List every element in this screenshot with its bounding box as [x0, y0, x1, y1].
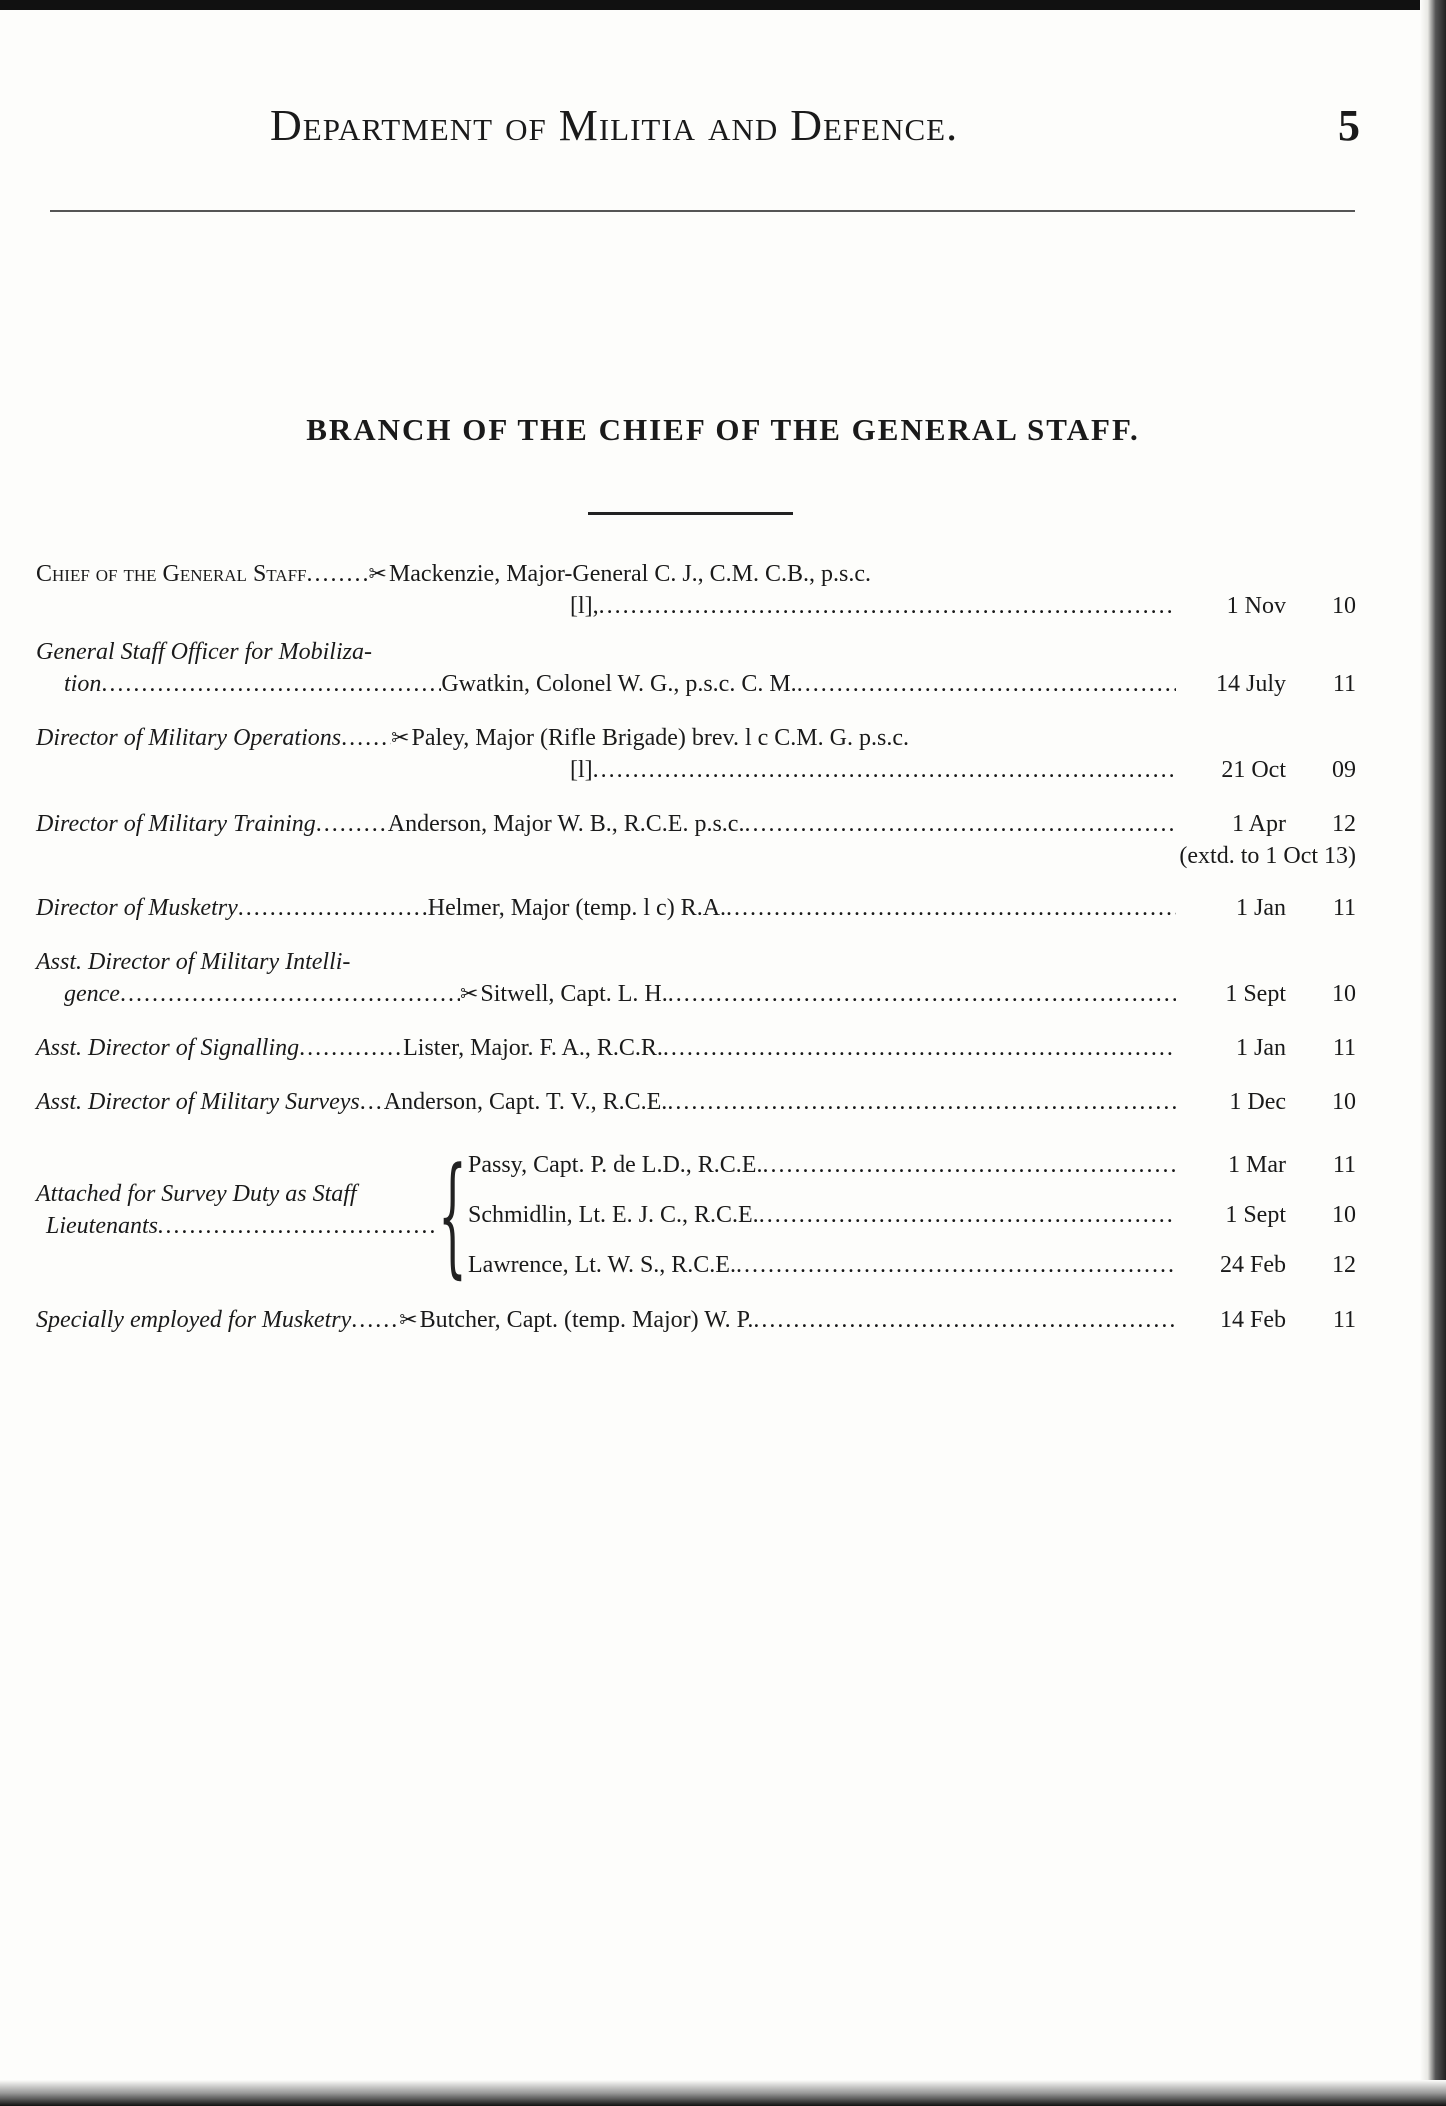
leader-dots: [351, 1304, 399, 1336]
appointment-date: 1 Sept: [1225, 1201, 1286, 1228]
office-title: Chief of the General Staff: [36, 561, 307, 587]
staff-entry: [36, 808, 1356, 870]
leader-dots: [797, 668, 1176, 700]
leader-dots: [307, 558, 369, 590]
page-edge-top: [0, 0, 1446, 10]
appointment-year: 11: [1332, 1151, 1356, 1178]
brace-icon: {: [438, 1139, 467, 1291]
staff-entry: [36, 558, 1356, 622]
staff-entry: [36, 946, 1356, 1010]
appointment-year: 10: [1332, 593, 1356, 619]
appointment-year: 12: [1332, 811, 1356, 837]
appointment-year: 10: [1332, 1201, 1356, 1228]
office-title: Asst. Director of Signalling: [36, 1035, 300, 1061]
page-edge-bottom: [0, 2080, 1446, 2106]
extension-note: (extd. to 1 Oct 13): [1179, 843, 1356, 869]
attached-label-line: Attached for Survey Duty as Staff: [36, 1181, 357, 1207]
officer-name: Helmer, Major (temp. l c) R.A.: [427, 895, 727, 921]
office-title: General Staff Officer for Mobiliza-: [36, 639, 372, 665]
office-title: Asst. Director of Military Intelli-: [36, 949, 351, 975]
officer-name: Sitwell, Capt. L. H.: [480, 981, 668, 1007]
section-rule: [588, 512, 793, 515]
attached-label-line: Lieutenants: [46, 1213, 158, 1239]
scissors-icon: ✂: [459, 981, 479, 1006]
office-title: Director of Military Operations: [36, 725, 342, 751]
appointment-date: 1 Dec: [1229, 1089, 1286, 1115]
office-title: Director of Military Training: [36, 811, 316, 837]
leader-dots: [158, 1210, 436, 1242]
officer-name: Passy, Capt. P. de L.D., R.C.E.: [468, 1151, 763, 1178]
attached-group: [36, 1140, 1356, 1290]
section-heading: BRANCH OF THE CHIEF OF THE GENERAL STAFF.: [306, 412, 1140, 447]
appointment-date: 14 Feb: [1220, 1307, 1286, 1333]
appointment-date: 21 Oct: [1221, 757, 1286, 783]
officer-name: Butcher, Capt. (temp. Major) W. P.: [419, 1307, 754, 1333]
office-title-continued: gence: [64, 981, 120, 1007]
leader-dots: [101, 668, 441, 700]
office-title: Director of Musketry: [36, 895, 238, 921]
leader-dots: [593, 754, 1176, 786]
staff-entry: [36, 1304, 1356, 1336]
appointment-date: 24 Feb: [1220, 1251, 1286, 1278]
officer-name: Mackenzie, Major-General C. J., C.M. C.B., p.s.c.: [388, 561, 872, 587]
leader-dots: [120, 978, 460, 1010]
appointment-date: 1 Nov: [1226, 593, 1286, 619]
appointment-date: 1 Mar: [1228, 1151, 1286, 1178]
staff-entry: [36, 1032, 1356, 1064]
running-head: [270, 100, 1360, 160]
attached-member: [468, 1140, 1356, 1190]
scissors-icon: ✂: [391, 725, 410, 750]
staff-list: [36, 558, 1356, 1336]
leader-dots: [316, 808, 388, 840]
attached-member: [468, 1190, 1356, 1240]
leader-dots: [299, 1032, 403, 1064]
officer-name: Anderson, Capt. T. V., R.C.E.: [383, 1089, 668, 1115]
staff-entry: [36, 722, 1356, 786]
running-title: Department of Militia and Defence.: [270, 101, 959, 150]
appointment-year: 09: [1332, 757, 1356, 783]
leader-dots: [759, 1202, 1176, 1229]
appointment-date: 1 Jan: [1236, 1035, 1286, 1061]
appointment-date: 1 Apr: [1232, 811, 1286, 837]
officer-name: Schmidlin, Lt. E. J. C., R.C.E.: [468, 1201, 759, 1228]
attached-member: [468, 1240, 1356, 1290]
officer-name-continued: [l],: [570, 593, 599, 619]
leader-dots: [668, 978, 1176, 1010]
appointment-date: 1 Sept: [1225, 981, 1286, 1007]
appointment-year: 12: [1332, 1251, 1356, 1278]
leader-dots: [341, 722, 391, 754]
officer-name: Anderson, Major W. B., R.C.E. p.s.c.: [387, 811, 745, 837]
leader-dots: [663, 1032, 1176, 1064]
leader-dots: [736, 1252, 1176, 1279]
leader-dots: [753, 1304, 1176, 1336]
officer-name: Gwatkin, Colonel W. G., p.s.c. C. M.: [441, 671, 797, 697]
leader-dots: [360, 1086, 384, 1118]
office-title: Asst. Director of Military Surveys: [36, 1089, 360, 1115]
office-title: Specially employed for Musketry: [36, 1307, 352, 1333]
page-number: 5: [1338, 101, 1360, 150]
attached-members: [468, 1140, 1356, 1290]
staff-entry: [36, 636, 1356, 700]
officer-name: Lister, Major. F. A., R.C.R.: [403, 1035, 663, 1061]
scissors-icon: ✂: [399, 1307, 418, 1332]
leader-dots: [762, 1152, 1176, 1179]
appointment-year: 10: [1332, 1089, 1356, 1115]
officer-name: Paley, Major (Rifle Brigade) brev. l c C.M. G. p.s.c.: [411, 725, 909, 751]
header-rule: [50, 210, 1355, 212]
appointment-date: 1 Jan: [1236, 895, 1286, 921]
page-edge-right: [1420, 0, 1446, 2106]
leader-dots: [726, 892, 1176, 924]
leader-dots: [667, 1086, 1176, 1118]
leader-dots: [599, 590, 1176, 622]
appointment-year: 11: [1332, 671, 1356, 697]
attached-label: [36, 1178, 436, 1242]
appointment-year: 11: [1332, 895, 1356, 921]
scissors-icon: ✂: [368, 561, 387, 586]
officer-name: Lawrence, Lt. W. S., R.C.E.: [468, 1251, 736, 1278]
appointment-year: 10: [1332, 981, 1356, 1007]
staff-entry: [36, 892, 1356, 924]
staff-entry: [36, 1086, 1356, 1118]
appointment-date: 14 July: [1215, 671, 1286, 697]
leader-dots: [238, 892, 428, 924]
officer-name-continued: [l]: [570, 757, 593, 783]
office-title-continued: tion: [64, 671, 102, 697]
appointment-year: 11: [1332, 1307, 1356, 1333]
leader-dots: [744, 808, 1176, 840]
appointment-year: 11: [1332, 1035, 1356, 1061]
